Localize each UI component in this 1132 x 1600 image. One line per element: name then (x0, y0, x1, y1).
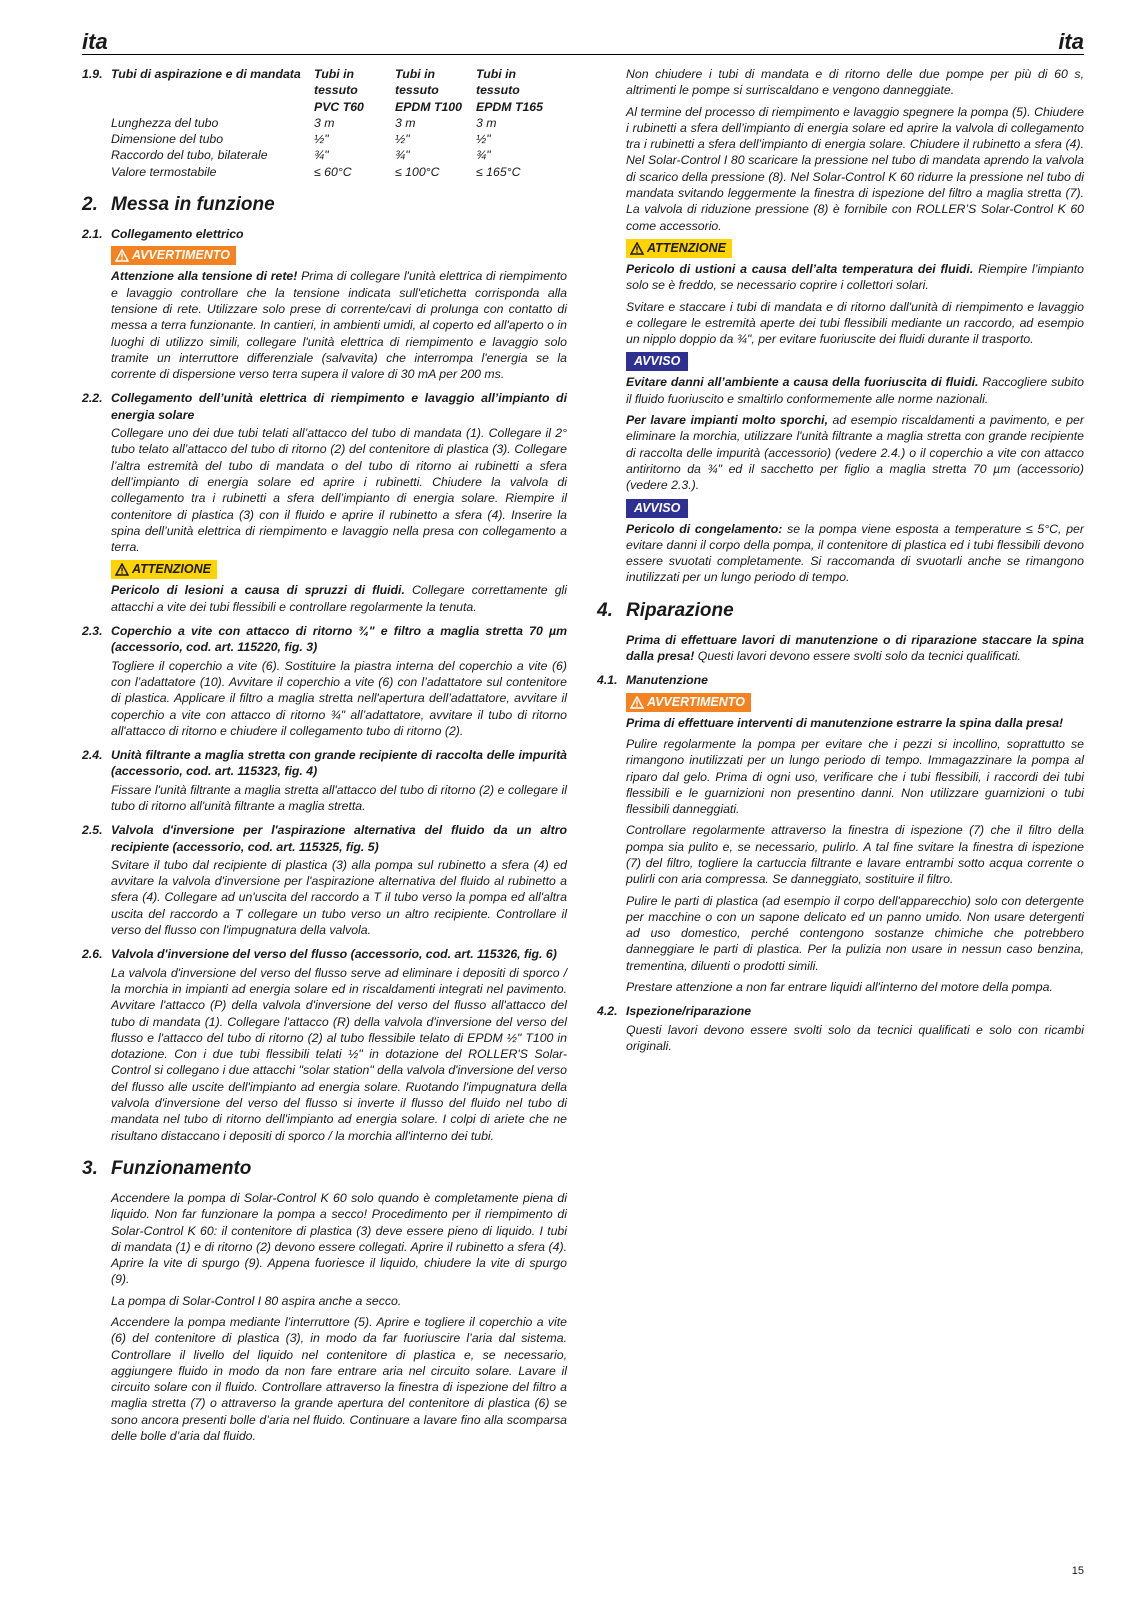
subsection-heading: 2.3. Coperchio a vite con attacco di ritorno ¾" e filtro a maglia stretta 70 µm (accessorio, cod. art. 115220, fig. 3) (82, 624, 567, 655)
spec-cell: ≤ 165°C (476, 164, 521, 179)
spec-cell: ¾" (476, 148, 491, 163)
spec-cell: ≤ 100°C (395, 164, 440, 179)
spec-cell: ½" (395, 132, 410, 147)
spec-row-label: Lunghezza del tubo (111, 115, 219, 130)
subsection-heading: 2.6. Valvola d'inversione del verso del flusso (accessorio, cod. art. 115326, fig. 6) (82, 947, 557, 962)
subsection-heading: 2.5. Valvola d'inversione per l'aspirazione alternativa del fluido da un altro recipiente (accessorio, cod. art. 115325, fig. 5) (82, 823, 567, 854)
paragraph: Per lavare impianti molto sporchi, ad esempio riscaldamenti a pavimento, e per eliminare la morchia, utilizzare l'unità filtrante a maglia stretta con grande recipiente di raccolta delle impurità (accessorio) (vedere 2.4.) o il coperchio a vite con attacco antiritorno da ¾" ed il sacchetto per figlio a maglia stretta 70 µm (accessorio) (vedere 2.3.). (626, 413, 1084, 493)
spec-col-header: Tubi in tessuto EPDM T100 (395, 67, 462, 114)
paragraph: Controllare regolarmente attraverso la finestra di ispezione (7) che il filtro della pompa sia pulito e, se necessario, pulirlo. A tal fine svitare la finestra di ispezione (7) del filtro, togliere la cartuccia filtrante e lavare entrambi sotto acqua corrente o pulirli con aria compressa. Se danneggiato, sostituire il filtro. (626, 823, 1084, 887)
spec-table (82, 66, 567, 180)
paragraph: Pulire le parti di plastica (ad esempio il corpo dell'apparecchio) solo con detergente per macchine o con un sapone delicato ed un panno umido. Non usare detergenti ad uso domestico, perché contengono sostanze chimiche che potrebbero danneggiare le parti di plastica. Per la pulizia non usare in nessun caso benzina, trementina, diluenti o prodotti simili. (626, 893, 1084, 973)
paragraph: Svitare e staccare i tubi di mandata e di ritorno dall'unità di riempimento e lavaggio e collegare le estremità aperte dei tubi flessibili mediante un raccordo, ad esempio un nipplo doppio da ¾", per evitare fuoriuscite dei fluidi durante il trasporto. (626, 299, 1084, 347)
spec-cell: 3 m (395, 115, 416, 130)
paragraph: Accendere la pompa mediante l’interruttore (5). Aprire e togliere il coperchio a vite (6) del contenitore di plastica (3), in modo da far fuoriuscire l’aria dal sistema. Controllare il livello del liquido nel contenitore di plastica e, se necessario, aggiungere fluido in modo da non fare entrare aria nel circuito solare. Lavare il circuito solare con il fluido. Controllare attraverso la finestra di ispezione del filtro a maglia stretta (7) o attraverso la grande apertura del contenitore di plastica (6) se sono ancora presenti bolle d’aria nel fluido. Continuare a lavare fino alla scomparsa delle bolle d’aria dal fluido. (111, 1315, 567, 1444)
spec-num: 1.9. (82, 67, 103, 81)
paragraph: Attenzione alla tensione di rete! Prima di collegare l'unità elettrica di riempimento e lavaggio controllare che la tensione indicata sull'etichetta corrisponda alla tensione di rete. Utilizzare solo prese di corrente/cavi di prolunga con contatto di messa a terra funzionante. In cantieri, in ambienti umidi, al coperto ed all'aperto o in luoghi di utilizzo simili, collegare l'unità elettrica di riempimento e lavaggio solo tramite un interruttore differenziale (salvavita) che interrompa l'energia se la corrente di dispersione verso terra supera il valore di 30 mA per 200 ms. (111, 269, 568, 382)
paragraph: Non chiudere i tubi di mandata e di ritorno delle due pompe per più di 60 s, altrimenti le pompe si surriscaldano e vengono danneggiate. (626, 67, 1084, 98)
spec-cell: 3 m (314, 115, 335, 130)
spec-cell: ½" (314, 132, 329, 147)
paragraph: Prestare attenzione a non far entrare liquidi all'interno del motore della pompa. (626, 980, 1053, 995)
section-heading: 3. Funzionamento (82, 1157, 252, 1179)
warning-triangle-icon (115, 249, 129, 262)
right-column (597, 66, 1085, 1059)
subsection-heading: 2.1. Collegamento elettrico (82, 227, 244, 242)
language-label-left: ita (82, 29, 108, 54)
paragraph: Questi lavori devono essere svolti solo da tecnici qualificati e solo con ricambi originali. (626, 1022, 1084, 1053)
paragraph: Prima di effettuare interventi di manutenzione estrarre la spina dalla presa! (626, 715, 1064, 730)
subsection-heading: 4.1. Manutenzione (597, 673, 708, 688)
paragraph: Prima di effettuare lavori di manutenzione o di riparazione staccare la spina dalla presa! Questi lavori devono essere svolti solo da tecnici qualificati. (626, 632, 1084, 664)
spec-col-header: Tubi in tessuto PVC T60 (314, 67, 364, 114)
paragraph: Collegare uno dei due tubi telati all’attacco del tubo di mandata (1). Collegare il 2° tubo telato all’attacco del tubo di ritorno (2) del contenitore di plastica (3). Collegare l’altra estremità del tubo di mandata o del tubo di ritorno ai rubinetti a sfera dell’impianto di energia solare ed aprire i rubinetti. Chiudere la valvola di collegamento tra i rubinetti a sfera dell’impianto di energia solare. Riempire il contenitore di plastica (3) con il fluido e aprire il rubinetto a sfera (4). Inserire la spina dell’unità elettrica di riempimento e lavaggio nella presa con collegamento a terra. (111, 426, 567, 555)
spec-cell: ¾" (314, 148, 329, 163)
spec-row-label: Raccordo del tubo, bilaterale (111, 148, 268, 163)
section-heading: 2. Messa in funzione (82, 194, 275, 216)
paragraph: Pericolo di lesioni a causa di spruzzi di fluidi. Collegare correttamente gli attacchi a vite dei tubi flessibili e controllare regolarmente la tenuta. (111, 583, 568, 614)
paragraph: Accendere la pompa di Solar-Control K 60 solo quando è completamente piena di liquido. Non far funzionare la pompa a secco! Procedimento per il riempimento di Solar-Control K 60: il contenitore di plastica (3) deve essere pieno di liquido. I tubi di mandata (1) e di ritorno (2) devono essere collegati. Aprire il rubinetto a sfera (4). Aprire la vite di spurgo (9). Appena fuoriesce il liquido, chiudere la vite di spurgo (9). (111, 1190, 567, 1287)
paragraph: Pulire regolarmente la pompa per evitare che i pezzi si incollino, soprattutto se rimangono inutilizzati per un lungo periodo di tempo. Immagazzinare la pompa al riparo dal gelo. Prima di ogni uso, verificare che i tubi flessibili, i raccordi dei tubi flessibili e le guarnizioni non presentino danni. Non utilizzare guarnizioni o tubi flessibili danneggiati. (626, 736, 1084, 817)
caution-badge: ATTENZIONE (111, 560, 217, 579)
subsection-heading: 4.2. Ispezione/riparazione (597, 1004, 752, 1019)
language-label-right: ita (1058, 29, 1084, 54)
page-number: 15 (1071, 1565, 1084, 1577)
spec-row-label: Dimensione del tubo (111, 132, 224, 147)
spec-cell: ½" (476, 132, 491, 147)
spec-cell: ¾" (395, 148, 410, 163)
spec-cell: 3 m (476, 115, 497, 130)
subsection-heading: 2.2. Collegamento dell’unità elettrica di riempimento e lavaggio all’impianto di energia solare (82, 391, 567, 422)
header-rule (82, 54, 1084, 55)
paragraph: Evitare danni all’ambiente a causa della fuoriuscita di fluidi. Raccogliere subito il fluido fuoriuscito e smaltirlo conformemente alle norme nazionali. (626, 375, 1084, 406)
warning-triangle-icon (115, 563, 129, 576)
notice-badge: AVVISO (626, 352, 688, 371)
paragraph: La pompa di Solar-Control I 80 aspira anche a secco. (111, 1293, 402, 1308)
subsection-heading: 2.4. Unità filtrante a maglia stretta con grande recipiente di raccolta delle impurità (accessorio, cod. art. 115323, fig. 4) (82, 748, 567, 779)
caution-badge: ATTENZIONE (626, 239, 732, 258)
paragraph: Al termine del processo di riempimento e lavaggio spegnere la pompa (5). Chiudere i rubinetti a sfera dell’impianto di energia solare ed aprire la valvola di collegamento tra i rubinetti a sfera dell’impianto di energia solare. Chiudere il rubinetto a sfera (4). Nel Solar-Control I 80 scaricare la pressione nel tubo di mandata aprendo la valvola di scarico della pressione (8). Nel Solar-Control K 60 ridurre la pressione nel tubo di mandata svitando leggermente la finestra di ispezione del filtro a maglia stretta (7). La valvola di riduzione pressione (8) è fornibile con ROLLER’S Solar-Control K 60 come accessorio. (626, 104, 1084, 233)
notice-badge: AVVISO (626, 499, 688, 518)
paragraph: Fissare l'unità filtrante a maglia stretta all'attacco del tubo di ritorno (2) e collegare il tubo di ritorno all'unità filtrante a maglia stretta. (111, 782, 567, 813)
spec-row-label: Valore termostabile (111, 164, 217, 179)
warning-triangle-icon (630, 696, 644, 709)
paragraph: Pericolo di ustioni a causa dell’alta temperatura dei fluidi. Riempire l’impianto solo se è freddo, se necessario coprire i collettori solari. (626, 261, 1085, 293)
spec-title: Tubi di aspirazione e di mandata (111, 67, 301, 81)
warning-badge: AVVERTIMENTO (626, 693, 751, 712)
warning-triangle-icon (630, 242, 644, 255)
paragraph: Togliere il coperchio a vite (6). Sostituire la piastra interna del coperchio a vite (6) con l’adattatore (10). Avvitare il coperchio a vite (6) con l’adattatore sul contenitore di plastica. Applicare il filtro a maglia stretta nell'apertura dell’adattatore, avvitare il coperchio a vite con attacco di ritorno ¾" all’adattatore, avvitare il tubo di ritorno all'attacco di ritorno e chiudere il collegamento tubo di ritorno (2). (111, 658, 567, 738)
paragraph: Svitare il tubo dal recipiente di plastica (3) alla pompa sul rubinetto a sfera (4) ed avvitare la valvola d'inversione per l'aspirazione alternativa del fluido al rubinetto a sfera (4). Collegare ad un'uscita del raccordo a T il tubo verso la pompa ed all'altra uscita del raccordo a T collegare un tubo verso un altro recipiente. Controllare il verso del flusso con l'impugnatura della valvola. (111, 857, 567, 938)
warning-badge: AVVERTIMENTO (111, 246, 236, 265)
spec-cell: ≤ 60°C (314, 164, 352, 179)
paragraph: Pericolo di congelamento: se la pompa viene esposta a temperature ≤ 5°C, per evitare danni il corpo della pompa, il contenitore di plastica ed i tubi flessibili devono essere svuotati completamente. Si raccomanda di svuotarli anche se rimangono inutilizzati per un lungo periodo di tempo. (626, 521, 1084, 585)
section-heading: 4. Riparazione (597, 599, 734, 621)
paragraph: La valvola d'inversione del verso del flusso serve ad eliminare i depositi di sporco / la morchia in impianti ad energia solare ed in riscaldamenti integrati nel pavimento. Avvitare l'attacco (P) della valvola d'inversione del verso del flusso all'attacco del tubo di mandata (1). Collegare l'attacco (R) della valvola d'inversione del verso del flusso e l'attacco del tubo di ritorno (2) al tubo flessibile telato di EPDM ½" T100 in dotazione. Con i due tubi flessibili telati ½" in dotazione del ROLLER'S Solar-Control si collegano i due attacchi "solar station" della valvola d'inversione del verso del flusso alle uscite dell'impianto ad energia solare. Ruotando l'impugnatura della valvola d'inversione del verso del flusso si inverte il flusso del fluido nel tubo di mandata nel tubo di ritorno dell'impianto ad energia solare. I colpi di ariete che ne risultano distaccano i depositi di sporco / la morchia all'interno dei tubi. (111, 965, 567, 1143)
left-column (82, 66, 567, 1449)
spec-col-header: Tubi in tessuto EPDM T165 (476, 67, 543, 114)
